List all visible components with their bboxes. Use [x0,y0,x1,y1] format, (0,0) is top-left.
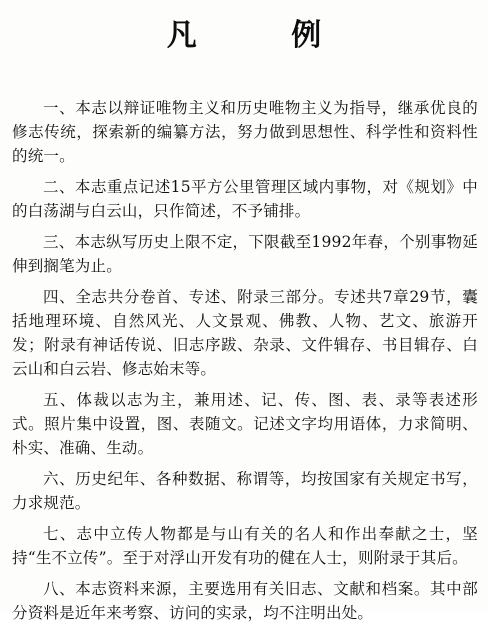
page-title: 凡 例 [166,18,364,53]
paragraph-1: 一、本志以辩证唯物主义和历史唯物主义为指导，继承优良的修志传统，探索新的编纂方法，努力做到思想性、科学性和资料性的统一。 [12,99,478,165]
paragraph-7: 七、志中立传人物都是与山有关的名人和作出奉献之士，坚持“生不立传”。至于对浮山开发有功的健在人士，则附录于其后。 [12,525,478,567]
paragraph-2: 二、本志重点记述15平方公里管理区域内事物，对《规划》中的白荡湖与白云山，只作简述，不予铺排。 [12,178,478,220]
document-body [12,96,478,632]
paragraph-4: 四、全志共分卷首、专述、附录三部分。专述共7章29节，囊括地理环境、自然风光、人文景观、佛教、人物、艺文、旅游开发；附录有神话传说、旧志序跋、杂录、文件辑存、书目辑存、白云山和白云岩、修志始末等。 [12,288,478,378]
paragraph-6: 六、历史纪年、各种数据、称谓等，均按国家有关规定书写，力求规范。 [12,470,478,512]
paragraph-3: 三、本志纵写历史上限不定，下限截至1992年春，个别事物延伸到搁笔为止。 [12,233,478,275]
paragraph-5: 五、体裁以志为主，兼用述、记、传、图、表、录等表述形式。照片集中设置，图、表随文。记述文字均用语体，力求简明、朴实、准确、生动。 [12,391,478,457]
paragraph-8: 八、本志资料来源，主要选用有关旧志、文献和档案。其中部分资料是近年来考察、访问的实录，均不注明出处。 [12,580,478,622]
